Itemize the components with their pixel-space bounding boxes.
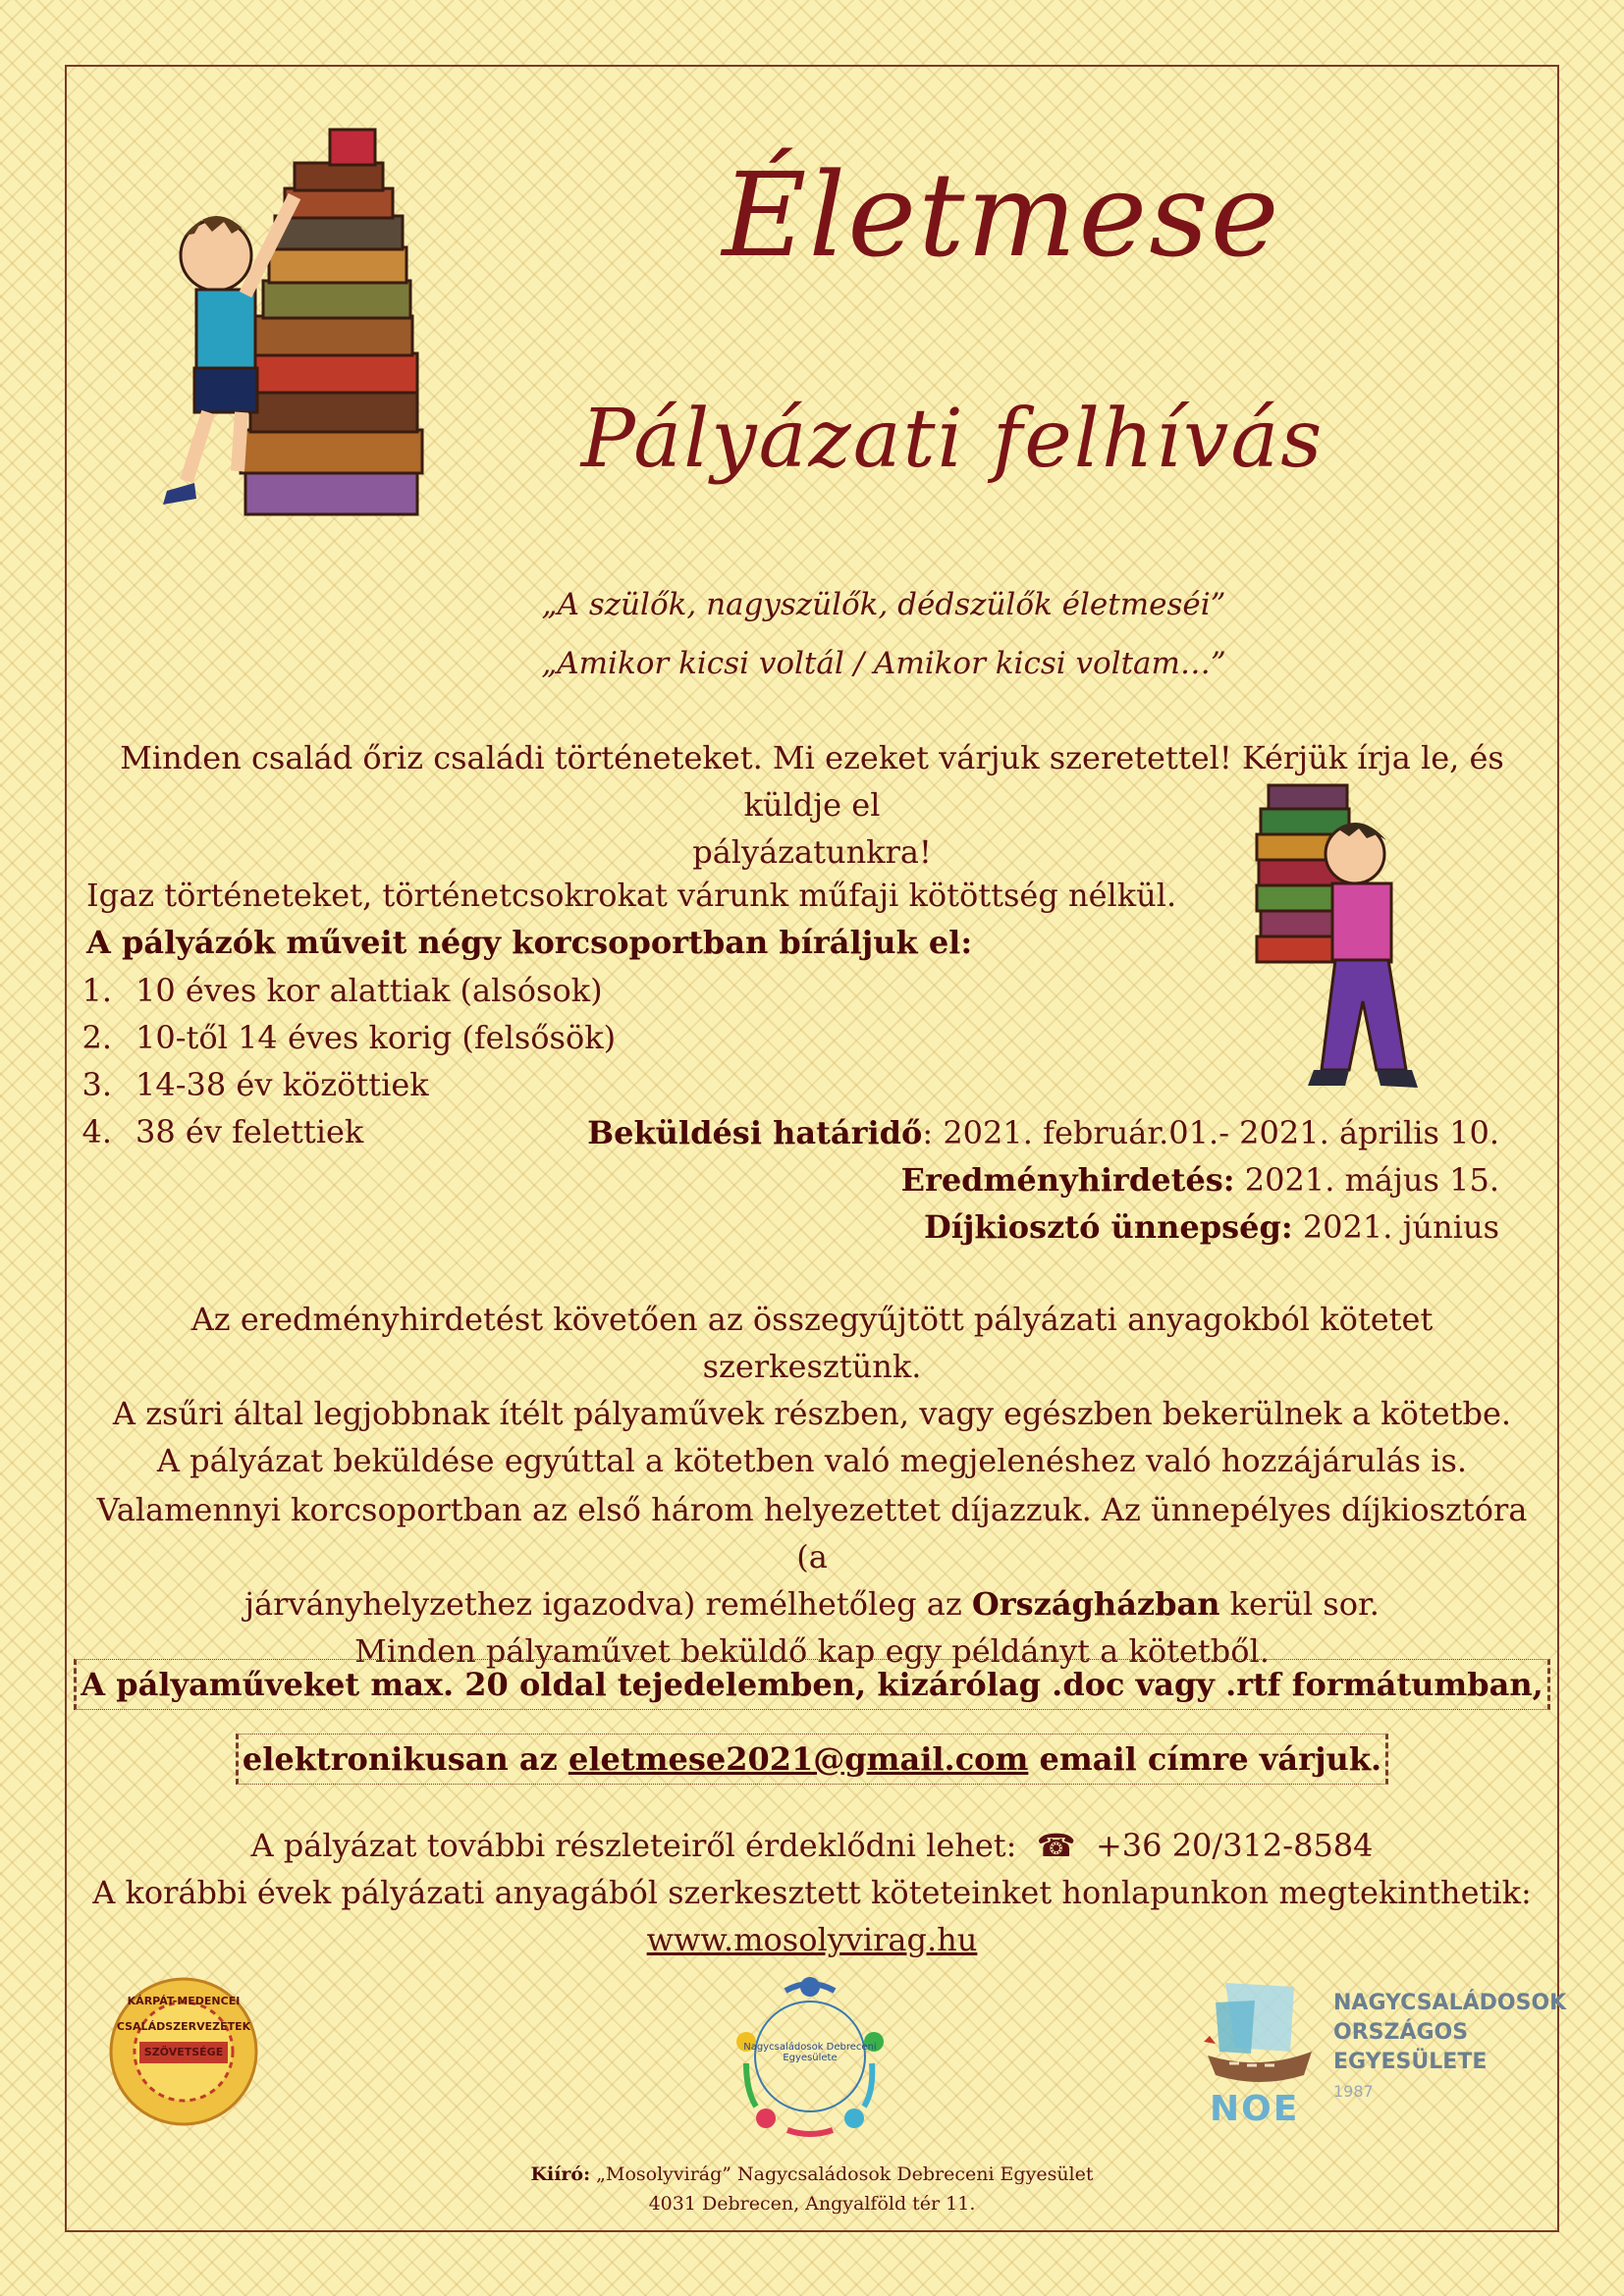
list-item: 1. 10 éves kor alattiak (alsósok) <box>81 972 603 1009</box>
footer-address: 4031 Debrecen, Angyalföld tér 11. <box>648 2193 976 2215</box>
deadline-line: Beküldési határidő: 2021. február.01.- 2021. április 10. <box>587 1114 1499 1151</box>
page-title: Életmese <box>722 147 1281 283</box>
list-item: 4. 38 év felettiek <box>81 1113 364 1150</box>
contact-block <box>0 1822 1624 1963</box>
award-paragraph <box>79 1486 1545 1675</box>
list-item: 3. 14-38 év közöttiek <box>81 1066 429 1103</box>
book-line-3: A pályázat beküldése egyúttal a kötetben való megjelenéshez való hozzájárulás is. <box>156 1442 1468 1479</box>
noe-abbr: NOE <box>1210 2089 1300 2129</box>
categories-list <box>77 967 616 1155</box>
quote-line-2: „Amikor kicsi voltál / Amikor kicsi voltam…” <box>541 646 1226 681</box>
notice-box-2 <box>0 1734 1624 1785</box>
book-line-2: A zsűri által legjobbnak ítélt pályaművek részben, vagy egészben bekerülnek a kötetbe. <box>112 1395 1512 1432</box>
categories-heading: A pályázók műveit négy korcsoportban bíráljuk el: <box>86 924 973 961</box>
ceremony-line: Díjkiosztó ünnepség: 2021. június <box>923 1208 1499 1246</box>
notice-line-2: elektronikusan az eletmese2021@gmail.com email címre várjuk. <box>236 1734 1388 1785</box>
kid-with-books-illustration-left <box>147 118 442 530</box>
kid-carrying-books-illustration-right <box>1239 775 1426 1099</box>
book-line-1: Az eredményhirdetést követően az összegyűjtött pályázati anyagokból kötetet szerkesztünk. <box>190 1301 1434 1385</box>
results-line: Eredményhirdetés: 2021. május 15. <box>900 1161 1499 1199</box>
left-logo-text: KÁRPÁT-MEDENCEI CSALÁDSZERVEZETEK SZÖVETSÉGE <box>116 1995 251 2058</box>
book-paragraph <box>79 1296 1545 1484</box>
intro-line-1: Minden család őriz családi történeteket. Mi ezeket várjuk szeretettel! Kérjük írja le, és küldje el <box>120 739 1504 824</box>
noe-name: NAGYCSALÁDOSOK ORSZÁGOS EGYESÜLETE 1987 <box>1333 1991 1567 2101</box>
footer-issuer: Kiíró: „Mosolyvirág” Nagycsaládosok Debreceni Egyesület <box>530 2163 1094 2185</box>
email-link[interactable]: eletmese2021@gmail.com <box>568 1740 1029 1778</box>
archive-line: A korábbi évek pályázati anyagából szerkesztett köteteinket honlapunkon megtekinthetik: <box>92 1874 1532 1911</box>
notice-line-1: A pályaműveket max. 20 oldal tejedelemben, kizárólag .doc vagy .rtf formátumban, <box>74 1659 1550 1710</box>
award-line-1: Valamennyi korcsoportban az első három helyezettet díjazzuk. Az ünnepélyes díjkiosztóra (a <box>96 1491 1528 1575</box>
phone-icon: ☎ <box>1036 1827 1076 1864</box>
page-subtitle: Pályázati felhívás <box>580 393 1325 486</box>
dates-block <box>587 1109 1499 1251</box>
website-link[interactable]: www.mosolyvirag.hu <box>646 1921 978 1958</box>
quote-line-1: „A szülők, nagyszülők, dédszülők életmeséi” <box>541 587 1226 622</box>
notice-box <box>0 1659 1624 1710</box>
award-line-3: Minden pályaművet beküldő kap egy példányt a kötetből. <box>354 1632 1270 1670</box>
award-line-2: járványhelyzethez igazodva) remélhetőleg az Országházban kerül sor. <box>244 1585 1380 1623</box>
intro-line-2: pályázatunkra! <box>692 833 932 871</box>
phone-number[interactable]: +36 20/312-8584 <box>1095 1827 1374 1864</box>
list-item: 2. 10-től 14 éves korig (felsősök) <box>81 1019 617 1056</box>
center-logo-text: Nagycsaládosok Debreceni Egyesülete <box>743 2042 877 2063</box>
contact-line: A pályázat további részleteiről érdeklődni lehet: ☎ +36 20/312-8584 <box>250 1827 1374 1864</box>
genre-text: Igaz történeteket, történetcsokrokat várunk műfaji kötöttség nélkül. <box>86 877 1177 914</box>
